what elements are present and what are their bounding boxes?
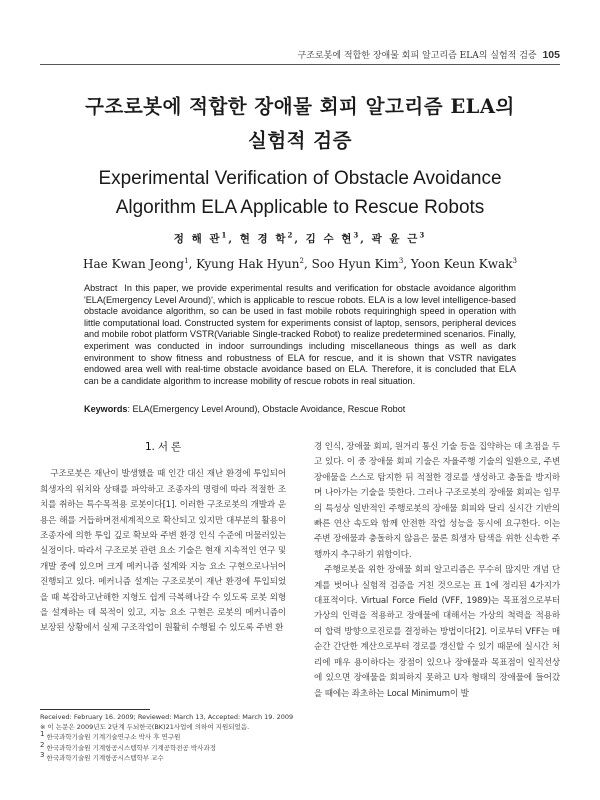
body-paragraph: 구조로봇은 재난이 발생했을 때 인간 대신 재난 환경에 투입되어 희생자의 위치와 상태를 파악하고 조종자의 명령에 따라 적절한 조치를 취하는 특수목적용 로봇이다[1]. 이러한 구조로봇의 개발과 운용은 해를 거듭하며전세계적으로 확산되고 있지만 대부분의 활용이 조종자에 의한 투입 깊로 확보와 주변 환경 인식 수준에 머물러있는 실정이다. 따라서 구조로봇 관련 요소 기술은 현재 지속적인 연구 및 개발 중에 있으며 크게 메커니즘 설계와 지능 요소 구현으로나뉘어 진행되고 있다. 메커니즘 설계는 구조로봇이 재난 환경에 투입되었을 때 복잡하고난해한 지형도 쉽게 극복해나갈 수 있도록 로봇 외형을 설계하는 데 목적이 있고, 지능 요소 구현은 로봇의 메커니즘이 보장된 상황에서 실제 구조작업이 원활히 수행될 수 있도록 주변 환 (40, 469, 286, 634)
english-author: Soo Hyun Kim$^3$ (311, 257, 404, 271)
korean-author: 곽 윤 근$^3$ (371, 230, 427, 245)
running-head (298, 48, 560, 61)
abstract-label: Abstract (84, 283, 118, 293)
section-heading: 1. 서 론 (144, 441, 182, 453)
body-paragraph: 경 인식, 장애물 회피, 원거리 통신 기술 등을 집약하는 데 초점을 두고 있다. 이 중 장애물 회피 기술은 자율주행 기술의 일환으로, 주변 장애물을 스스로 탐지한 뒤 적절한 경로를 생성하고 충돌을 방지하며 나아가는 기술을 뜻한다. 그러나 구조로봇의 장애물 회피는 임무의 특성상 일반적인 주행로봇의 장애물 회피와 달리 실시간 기반의 빠른 연산 속도와 함께 안전한 작업 성능을 동시에 요구한다. 이는 주변 장애물과 충돌하지 않음은 물론 희생자 탐색을 위한 신속한 주행까지 추구하기 위함이다. (314, 442, 560, 560)
right-column (314, 440, 560, 702)
received-dates: Received: February 16. 2009; Reviewed: March 13, Accepted: March 19. 2009 (40, 713, 294, 721)
english-author: Kyung Hak Hyun$^2$ (196, 257, 304, 271)
left-column (40, 440, 286, 637)
english-author: Hae Kwan Jeong$^1$ (83, 257, 189, 271)
korean-author: 현 경 학$^2$ (239, 230, 295, 245)
english-title-line-1: Experimental Verification of Obstacle Avoidance (98, 168, 502, 189)
english-title (40, 164, 560, 222)
keywords (84, 404, 516, 414)
english-author-list: Hae Kwan Jeong$^1$, Kyung Hak Hyun$^2$, Soo Hyun Kim$^3$, Yoon Keun Kwak$^3$ (83, 257, 517, 271)
header-divider (40, 64, 560, 65)
affiliation-note: $^3$ 한국과학기술원 기계항공시스템학부 교수 (40, 750, 164, 762)
korean-author: 정 해 관$^1$ (173, 230, 229, 245)
running-head-title: 구조로봇에 적합한 장애물 회피 알고리즘 ELA의 실험적 검증 (297, 51, 537, 61)
affiliation-note: $^1$ 한국과학기술원 기계기술연구소 박사 후 연구원 (40, 730, 181, 742)
english-title-line-2: Algorithm ELA Applicable to Rescue Robots (115, 197, 485, 218)
keywords-text: : ELA(Emergency Level Around), Obstacle Avoidance, Rescue Robot (127, 404, 406, 414)
abstract-text: In this paper, we provide experimental results and verification for obstacle avoidance algorithm 'ELA(Emergency Level Around)', which is applicable to rescue robots. ELA is a low level intelligence-based obstacle avoidance algorithm, so can be used in fast mobile robots requiringhigh speed in operation with little computational load. Constructed system for experiments consist of laptop, sensors, peripheral devices and mobile robot platform VSTR(Variable Single-tracked Robot) to realize predetermined scenarios. Finally, experiment was conducted in indoor surroundings including miscellaneous things as well as dark environment to show fitness and robustness of ELA for rescue, and it is shown that VSTR navigates endowed area well with real-time obstacle avoidance based on ELA. Therefore, it is concluded that ELA can be a candidate algorithm to increase mobility of rescue robots in real situation. (84, 283, 516, 386)
korean-author: 김 수 현$^3$ (305, 230, 361, 245)
keywords-label: Keywords (84, 404, 128, 414)
korean-title (40, 90, 560, 158)
funding-note: ※ 이 논문은 2009년도 2단계 두뇌한국(BK)21사업에 의하여 지원되었음. (40, 723, 250, 732)
english-author: Yoon Keun Kwak$^3$ (410, 257, 517, 271)
body-paragraph: 주행로봇을 위한 장애물 회피 알고리즘은 무수히 많지만 개념 단계를 벗어나 실험적 검증을 거친 것으로는 표 1에 정리된 4가지가 대표적이다. Virtual Force Field (VFF, 1989)는 목표점으로부터 가상의 인력을 적용하고 장애물에 대해서는 가상의 척력을 적용하여 합력 방향으로진로를 결정하는 방법이다[2]. 이로부터 VFF는 매 순간 간단한 계산으로부터 경로를 갱신할 수 있기 때문에 실시간 처리에 매우 용이하다는 장점이 있으나 장애물과 목표점이 일직선상에 있으면 장애물을 회피하지 못하고 U자 형태의 장애물에 들어갔을 때에는 좌초하는 Local Minimum이 발 (314, 565, 560, 699)
korean-title-line-2: 실험적 검증 (248, 129, 352, 152)
footnotes (40, 712, 300, 763)
page-number: 105 (542, 49, 560, 61)
korean-author-list: 정 해 관$^1$, 현 경 학$^2$, 김 수 현$^3$, 곽 윤 근$^3$ (173, 230, 427, 245)
affiliation-note: $^2$ 한국과학기술원 기계항공시스템학부 기계공학전공 박사과정 (40, 740, 216, 752)
abstract (84, 283, 516, 387)
footnote-divider (40, 709, 150, 710)
korean-title-line-1: 구조로봇에 적합한 장애물 회피 알고리즘 ELA의 (85, 95, 515, 118)
